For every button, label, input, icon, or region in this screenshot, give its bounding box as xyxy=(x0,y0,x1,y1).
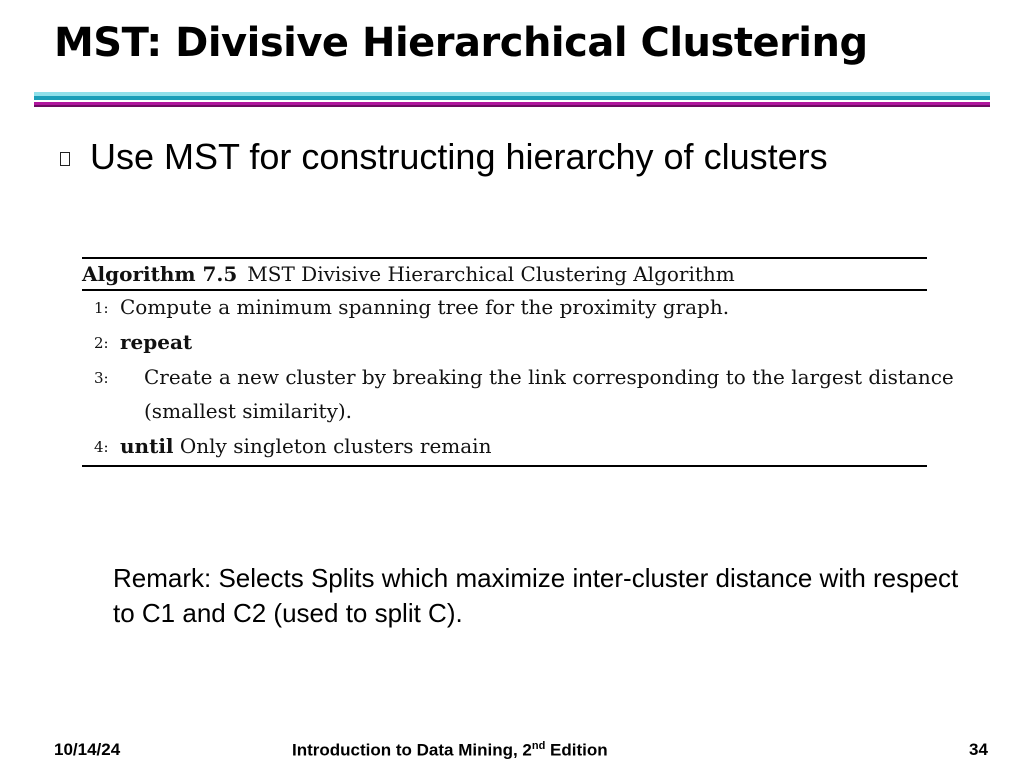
step-number: 2: xyxy=(94,334,109,352)
bullet-square-icon xyxy=(60,152,70,166)
algorithm-name: MST Divisive Hierarchical Clustering Algorithm xyxy=(247,262,735,286)
course-prefix: Introduction to Data Mining, 2 xyxy=(292,740,532,760)
footer-page-number: 34 xyxy=(969,740,988,759)
algorithm-header xyxy=(82,259,927,289)
algorithm-bottom-rule xyxy=(82,465,927,467)
footer-date: 10/14/24 xyxy=(54,740,121,759)
algorithm-label: Algorithm 7.5 xyxy=(82,262,238,286)
step-number: 1: xyxy=(94,299,109,317)
remark-text: Remark: Selects Splits which maximize inter-cluster distance with respect to C1 and C2 (used to split C). xyxy=(113,563,959,628)
step-number: 4: xyxy=(94,438,109,456)
step-keyword: until xyxy=(120,434,174,458)
step-text: Only singleton clusters remain xyxy=(179,434,492,458)
bullet-text: Use MST for constructing hierarchy of clusters xyxy=(90,136,828,177)
slide-title: MST: Divisive Hierarchical Clustering xyxy=(54,20,868,66)
title-underline-dark-magenta xyxy=(34,105,990,107)
algorithm-box xyxy=(82,257,954,458)
step-line xyxy=(120,434,491,458)
course-suffix: Edition xyxy=(545,740,608,760)
course-superscript: nd xyxy=(531,740,546,752)
bullet-item xyxy=(60,136,828,178)
step-text: Compute a minimum spanning tree for the proximity graph. xyxy=(120,295,730,319)
step-text-continuation: (smallest similarity). xyxy=(144,399,353,423)
title-underline-teal xyxy=(34,96,990,100)
step-text: Create a new cluster by breaking the link corresponding to the largest distance xyxy=(144,365,954,389)
step-keyword: repeat xyxy=(120,330,193,354)
algorithm-header-rule xyxy=(82,289,927,291)
footer-course-title xyxy=(292,740,608,761)
step-number: 3: xyxy=(94,369,109,387)
